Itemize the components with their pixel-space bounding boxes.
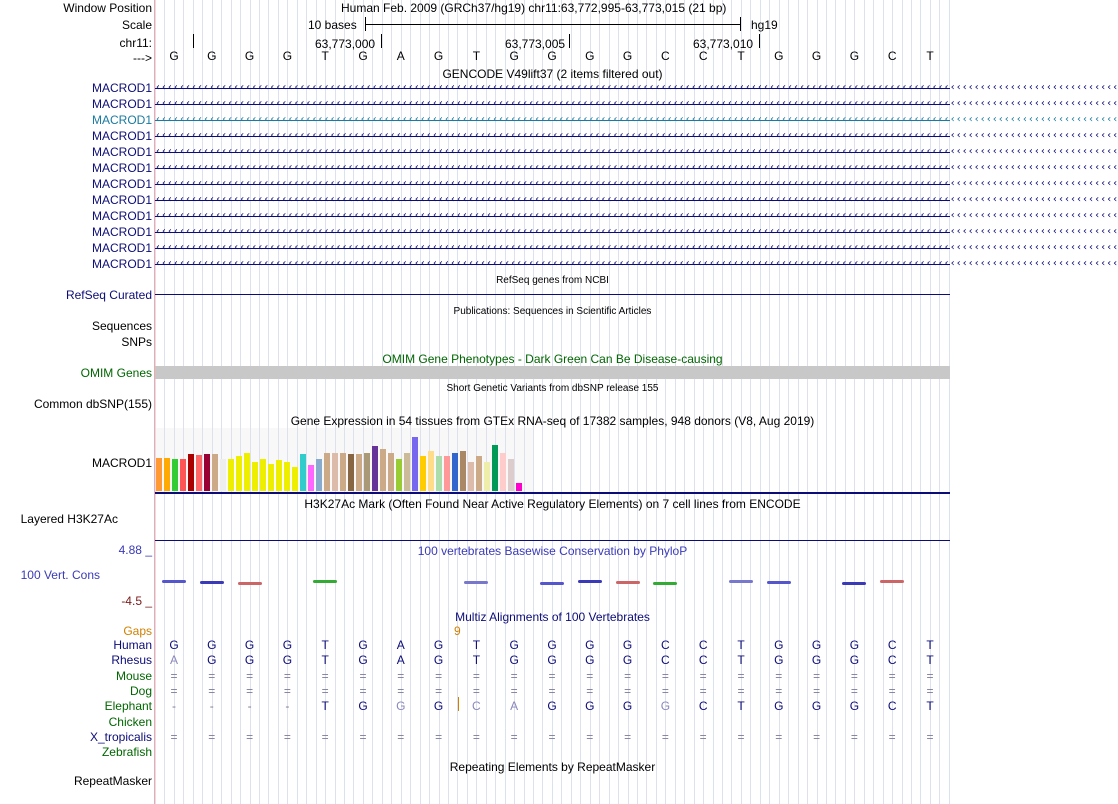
alignment-base: G <box>396 699 406 714</box>
omim-label[interactable]: OMIM Genes <box>80 366 152 380</box>
alignment-base: G <box>433 638 444 652</box>
alignment-base: T <box>737 699 745 714</box>
alignment-base: G <box>207 638 217 652</box>
gencode-gene-label[interactable]: MACROD1 <box>91 145 152 159</box>
coord-tick <box>759 34 760 48</box>
alignment-base: = <box>586 683 594 698</box>
scale-bar-right-tick <box>740 17 741 31</box>
gtex-tissue-bar[interactable] <box>292 467 298 491</box>
gtex-tissue-bar[interactable] <box>428 451 434 491</box>
gtex-tissue-bar[interactable] <box>180 459 186 491</box>
alignment-base: C <box>698 653 708 668</box>
alignment-base: - <box>209 699 214 714</box>
alignment-base: A <box>169 653 178 668</box>
alignment-base: = <box>397 729 405 744</box>
alignment-base: G <box>282 653 293 668</box>
alignment-base: G <box>585 653 595 668</box>
alignment-base: = <box>397 683 405 698</box>
alignment-base: = <box>586 729 594 744</box>
conservation-mark <box>540 582 564 585</box>
alignment-base: = <box>283 683 291 698</box>
gtex-tissue-bar[interactable] <box>332 453 338 491</box>
alignment-base: G <box>585 638 595 652</box>
alignment-base: = <box>510 729 518 744</box>
alignment-base: = <box>170 668 178 683</box>
conservation-mark <box>313 580 337 583</box>
alignment-base: - <box>247 699 252 714</box>
gtex-tissue-bar[interactable] <box>308 465 314 491</box>
snps-label[interactable]: SNPs <box>121 335 152 349</box>
gtex-tissue-bar[interactable] <box>516 483 522 491</box>
species-label[interactable]: Dog <box>129 683 152 698</box>
gtex-tissue-bar[interactable] <box>420 456 426 491</box>
coord-tick <box>569 34 570 48</box>
alignment-base: G <box>509 653 519 668</box>
conservation-mark <box>653 582 677 585</box>
sequence-base: G <box>358 49 368 63</box>
coord-label-3: 63,773,010 <box>693 37 754 51</box>
alignment-base: C <box>887 653 897 668</box>
assembly-label: hg19 <box>751 18 778 32</box>
alignment-base: G <box>774 653 784 668</box>
alignment-base: G <box>509 638 519 652</box>
alignment-base: C <box>887 699 897 714</box>
strand-arrows: ‹‹‹‹‹‹‹‹‹‹‹‹‹‹‹‹‹‹‹‹‹‹‹‹‹‹‹‹‹‹‹‹‹‹‹‹‹‹‹‹‹‹‹‹‹‹‹‹‹‹‹‹‹‹‹‹‹‹‹‹‹‹‹‹‹‹‹‹‹‹‹‹‹‹‹‹‹‹‹‹‹‹‹‹‹‹‹‹‹‹‹‹‹‹‹‹‹‹‹‹‹‹‹‹‹‹‹‹‹‹‹‹‹‹‹‹‹‹‹‹‹‹‹‹‹‹‹‹‹‹‹‹‹‹‹‹‹‹‹‹‹‹‹‹‹‹‹‹‹‹‹‹‹‹‹‹‹‹‹‹ <box>155 178 1118 189</box>
conservation-mark <box>578 580 602 583</box>
strand-label: ---> <box>133 51 152 65</box>
alignment-base: = <box>813 668 821 683</box>
sequences-label[interactable]: Sequences <box>91 319 152 333</box>
gtex-tissue-bar[interactable] <box>212 454 218 491</box>
gap-marker <box>458 697 459 711</box>
alignment-base: = <box>359 668 367 683</box>
alignment-base: = <box>208 683 216 698</box>
alignment-base: = <box>548 668 556 683</box>
scale-bar-left-tick <box>365 17 366 31</box>
gtex-tissue-bar[interactable] <box>300 454 306 491</box>
gtex-tissue-bar[interactable] <box>284 462 290 491</box>
gencode-gene-label[interactable]: MACROD1 <box>91 161 152 175</box>
alignment-base: = <box>737 668 745 683</box>
alignment-base: = <box>699 683 707 698</box>
alignment-base: = <box>510 668 518 683</box>
alignment-base: = <box>926 668 934 683</box>
alignment-base: T <box>472 653 481 668</box>
alignment-base: C <box>472 699 481 714</box>
alignment-base: G <box>849 699 860 714</box>
alignment-base: T <box>926 699 934 714</box>
sequence-base: C <box>698 49 708 63</box>
alignment-base: = <box>926 729 934 744</box>
gtex-tissue-bar[interactable] <box>508 459 514 491</box>
alignment-base: G <box>774 699 784 714</box>
sequence-base: G <box>509 49 519 63</box>
sequence-base: G <box>207 49 217 63</box>
strand-arrows: ‹‹‹‹‹‹‹‹‹‹‹‹‹‹‹‹‹‹‹‹‹‹‹‹‹‹‹‹‹‹‹‹‹‹‹‹‹‹‹‹‹‹‹‹‹‹‹‹‹‹‹‹‹‹‹‹‹‹‹‹‹‹‹‹‹‹‹‹‹‹‹‹‹‹‹‹‹‹‹‹‹‹‹‹‹‹‹‹‹‹‹‹‹‹‹‹‹‹‹‹‹‹‹‹‹‹‹‹‹‹‹‹‹‹‹‹‹‹‹‹‹‹‹‹‹‹‹‹‹‹‹‹‹‹‹‹‹‹‹‹‹‹‹‹‹‹‹‹‹‹‹‹‹‹‹‹‹‹‹‹ <box>155 242 1118 253</box>
conservation-mark <box>200 581 224 584</box>
scale-label: Scale <box>121 18 152 32</box>
sequence-base: G <box>547 49 557 63</box>
alignment-base: = <box>624 668 632 683</box>
conservation-mark <box>729 580 753 583</box>
alignment-base: = <box>850 668 858 683</box>
strand-arrows: ‹‹‹‹‹‹‹‹‹‹‹‹‹‹‹‹‹‹‹‹‹‹‹‹‹‹‹‹‹‹‹‹‹‹‹‹‹‹‹‹‹‹‹‹‹‹‹‹‹‹‹‹‹‹‹‹‹‹‹‹‹‹‹‹‹‹‹‹‹‹‹‹‹‹‹‹‹‹‹‹‹‹‹‹‹‹‹‹‹‹‹‹‹‹‹‹‹‹‹‹‹‹‹‹‹‹‹‹‹‹‹‹‹‹‹‹‹‹‹‹‹‹‹‹‹‹‹‹‹‹‹‹‹‹‹‹‹‹‹‹‹‹‹‹‹‹‹‹‹‹‹‹‹‹‹‹‹‹‹‹ <box>155 210 1118 221</box>
alignment-base: G <box>811 638 822 652</box>
alignment-base: G <box>547 699 557 714</box>
alignment-base: T <box>926 638 934 652</box>
gtex-tissue-bar[interactable] <box>348 454 354 491</box>
refseq-gene-line[interactable] <box>155 294 950 295</box>
alignment-base: = <box>208 729 216 744</box>
scale-bar <box>365 24 741 25</box>
gtex-tissue-bar[interactable] <box>316 459 322 491</box>
sequence-base: G <box>433 49 444 63</box>
strand-arrows: ‹‹‹‹‹‹‹‹‹‹‹‹‹‹‹‹‹‹‹‹‹‹‹‹‹‹‹‹‹‹‹‹‹‹‹‹‹‹‹‹‹‹‹‹‹‹‹‹‹‹‹‹‹‹‹‹‹‹‹‹‹‹‹‹‹‹‹‹‹‹‹‹‹‹‹‹‹‹‹‹‹‹‹‹‹‹‹‹‹‹‹‹‹‹‹‹‹‹‹‹‹‹‹‹‹‹‹‹‹‹‹‹‹‹‹‹‹‹‹‹‹‹‹‹‹‹‹‹‹‹‹‹‹‹‹‹‹‹‹‹‹‹‹‹‹‹‹‹‹‹‹‹‹‹‹‹‹‹‹‹ <box>155 194 1118 205</box>
alignment-base: = <box>813 729 821 744</box>
alignment-base: = <box>246 729 254 744</box>
dbsnp-label[interactable]: Common dbSNP(155) <box>33 397 152 411</box>
alignment-base: = <box>321 729 329 744</box>
alignment-base: = <box>926 683 934 698</box>
strand-arrows: ‹‹‹‹‹‹‹‹‹‹‹‹‹‹‹‹‹‹‹‹‹‹‹‹‹‹‹‹‹‹‹‹‹‹‹‹‹‹‹‹‹‹‹‹‹‹‹‹‹‹‹‹‹‹‹‹‹‹‹‹‹‹‹‹‹‹‹‹‹‹‹‹‹‹‹‹‹‹‹‹‹‹‹‹‹‹‹‹‹‹‹‹‹‹‹‹‹‹‹‹‹‹‹‹‹‹‹‹‹‹‹‹‹‹‹‹‹‹‹‹‹‹‹‹‹‹‹‹‹‹‹‹‹‹‹‹‹‹‹‹‹‹‹‹‹‹‹‹‹‹‹‹‹‹‹‹‹‹‹‹ <box>155 226 1118 237</box>
alignment-base: C <box>698 638 708 652</box>
alignment-base: = <box>661 683 669 698</box>
strand-arrows: ‹‹‹‹‹‹‹‹‹‹‹‹‹‹‹‹‹‹‹‹‹‹‹‹‹‹‹‹‹‹‹‹‹‹‹‹‹‹‹‹‹‹‹‹‹‹‹‹‹‹‹‹‹‹‹‹‹‹‹‹‹‹‹‹‹‹‹‹‹‹‹‹‹‹‹‹‹‹‹‹‹‹‹‹‹‹‹‹‹‹‹‹‹‹‹‹‹‹‹‹‹‹‹‹‹‹‹‹‹‹‹‹‹‹‹‹‹‹‹‹‹‹‹‹‹‹‹‹‹‹‹‹‹‹‹‹‹‹‹‹‹‹‹‹‹‹‹‹‹‹‹‹‹‹‹‹‹‹‹‹ <box>155 146 1118 157</box>
gtex-tissue-bar[interactable] <box>500 453 506 491</box>
dbsnp-track-title: Short Genetic Variants from dbSNP release 155 <box>446 383 659 394</box>
alignment-base: = <box>699 668 707 683</box>
conservation-mark <box>767 581 791 584</box>
alignment-base: G <box>169 638 179 652</box>
gtex-tissue-bar[interactable] <box>364 453 370 491</box>
omim-gene-bar[interactable] <box>155 366 950 379</box>
alignment-base: = <box>775 668 783 683</box>
alignment-base: = <box>699 729 707 744</box>
alignment-base: = <box>775 729 783 744</box>
alignment-base: G <box>358 699 368 714</box>
alignment-base: = <box>397 668 405 683</box>
sequence-base: T <box>321 49 329 63</box>
alignment-base: G <box>774 638 784 652</box>
gtex-tissue-bar[interactable] <box>340 453 346 491</box>
alignment-base: = <box>435 683 443 698</box>
alignment-base: G <box>433 699 444 714</box>
alignment-base: G <box>433 653 444 668</box>
alignment-base: C <box>661 638 670 652</box>
gencode-gene-label[interactable]: MACROD1 <box>91 97 152 111</box>
gtex-tissue-bar[interactable] <box>356 454 362 491</box>
species-label[interactable]: X_tropicalis <box>89 729 152 744</box>
sequence-base: T <box>737 49 745 63</box>
gencode-gene-label[interactable]: MACROD1 <box>91 241 152 255</box>
alignment-base: T <box>321 699 329 714</box>
gencode-gene-label[interactable]: MACROD1 <box>91 129 152 143</box>
alignment-base: G <box>660 699 671 714</box>
gtex-tissue-bar[interactable] <box>476 456 482 491</box>
sequence-base: T <box>472 49 481 63</box>
alignment-base: T <box>321 638 329 652</box>
sequence-base: C <box>661 49 670 63</box>
alignment-base: = <box>813 683 821 698</box>
gtex-baseline <box>155 492 950 494</box>
gtex-tissue-bar[interactable] <box>396 459 402 491</box>
gtex-tissue-bar[interactable] <box>372 446 378 491</box>
coord-label-1: 63,773,000 <box>315 37 376 51</box>
species-label[interactable]: Zebrafish <box>101 745 152 760</box>
omim-track-title: OMIM Gene Phenotypes - Dark Green Can Be Disease-causing <box>382 352 723 366</box>
alignment-base: = <box>283 668 291 683</box>
conservation-mark <box>880 580 904 583</box>
gtex-tissue-bar[interactable] <box>460 451 466 491</box>
gencode-gene-label[interactable]: MACROD1 <box>91 193 152 207</box>
gtex-tissue-bar[interactable] <box>388 453 394 491</box>
gtex-tissue-bar[interactable] <box>244 453 250 491</box>
gtex-tissue-bar[interactable] <box>444 456 450 491</box>
gtex-tissue-bar[interactable] <box>324 453 330 491</box>
alignment-base: = <box>510 683 518 698</box>
scale-text: 10 bases <box>308 18 357 32</box>
sequence-base: G <box>169 49 179 63</box>
publications-track-title: Publications: Sequences in Scientific Articles <box>453 306 652 317</box>
alignment-base: G <box>547 653 557 668</box>
alignment-base: = <box>321 683 329 698</box>
gtex-tissue-bar[interactable] <box>228 459 234 491</box>
alignment-base: A <box>510 699 519 714</box>
sequence-base: C <box>887 49 897 63</box>
gencode-gene-label[interactable]: MACROD1 <box>91 81 152 95</box>
window-position-label: Window Position <box>63 1 152 15</box>
strand-arrows: ‹‹‹‹‹‹‹‹‹‹‹‹‹‹‹‹‹‹‹‹‹‹‹‹‹‹‹‹‹‹‹‹‹‹‹‹‹‹‹‹‹‹‹‹‹‹‹‹‹‹‹‹‹‹‹‹‹‹‹‹‹‹‹‹‹‹‹‹‹‹‹‹‹‹‹‹‹‹‹‹‹‹‹‹‹‹‹‹‹‹‹‹‹‹‹‹‹‹‹‹‹‹‹‹‹‹‹‹‹‹‹‹‹‹‹‹‹‹‹‹‹‹‹‹‹‹‹‹‹‹‹‹‹‹‹‹‹‹‹‹‹‹‹‹‹‹‹‹‹‹‹‹‹‹‹‹‹‹‹‹ <box>155 82 1118 93</box>
conservation-mark <box>842 582 866 585</box>
alignment-base: = <box>548 729 556 744</box>
window-position-text: Human Feb. 2009 (GRCh37/hg19) chr11:63,772,995-63,773,015 (21 bp) <box>341 1 727 15</box>
gtex-tissue-bar[interactable] <box>404 453 410 491</box>
h3k27ac-label[interactable]: Layered H3K27Ac <box>20 512 118 526</box>
gtex-tissue-bar[interactable] <box>260 459 266 491</box>
gtex-tissue-bar[interactable] <box>172 459 178 491</box>
sequence-base: G <box>622 49 633 63</box>
alignment-base: G <box>207 653 217 668</box>
sequence-base: G <box>282 49 293 63</box>
gap-count: 9 <box>454 624 461 638</box>
sequence-base: G <box>244 49 255 63</box>
repeatmasker-track-title: Repeating Elements by RepeatMasker <box>449 760 656 774</box>
alignment-base: G <box>358 638 368 652</box>
alignment-base: G <box>622 699 633 714</box>
gtex-track-title: Gene Expression in 54 tissues from GTEx RNA-seq of 17382 samples, 948 donors (V8, Aug 2019) <box>290 414 815 428</box>
alignment-base: G <box>849 653 860 668</box>
alignment-base: = <box>472 668 480 683</box>
sequence-base: G <box>811 49 822 63</box>
coord-tick <box>381 34 382 48</box>
alignment-base: C <box>661 653 670 668</box>
alignment-base: T <box>737 653 745 668</box>
alignment-base: = <box>661 668 669 683</box>
gtex-tissue-bar[interactable] <box>164 458 170 491</box>
gtex-tissue-bar[interactable] <box>220 459 226 491</box>
gencode-track-title: GENCODE V49lift37 (2 items filtered out) <box>442 67 663 81</box>
sequence-base: A <box>396 49 405 63</box>
alignment-base: = <box>170 729 178 744</box>
track-image-area[interactable] <box>155 0 1118 804</box>
alignment-base: G <box>244 638 255 652</box>
strand-arrows: ‹‹‹‹‹‹‹‹‹‹‹‹‹‹‹‹‹‹‹‹‹‹‹‹‹‹‹‹‹‹‹‹‹‹‹‹‹‹‹‹‹‹‹‹‹‹‹‹‹‹‹‹‹‹‹‹‹‹‹‹‹‹‹‹‹‹‹‹‹‹‹‹‹‹‹‹‹‹‹‹‹‹‹‹‹‹‹‹‹‹‹‹‹‹‹‹‹‹‹‹‹‹‹‹‹‹‹‹‹‹‹‹‹‹‹‹‹‹‹‹‹‹‹‹‹‹‹‹‹‹‹‹‹‹‹‹‹‹‹‹‹‹‹‹‹‹‹‹‹‹‹‹‹‹‹‹‹‹‹‹ <box>155 98 1118 109</box>
cons-min-label: -4.5 _ <box>121 594 152 608</box>
cons-track-label[interactable]: 100 Vert. Cons <box>20 568 100 582</box>
alignment-base: = <box>661 729 669 744</box>
alignment-base: C <box>887 638 897 652</box>
alignment-base: = <box>472 683 480 698</box>
alignment-base: = <box>283 729 291 744</box>
alignment-base: = <box>359 729 367 744</box>
alignment-base: G <box>811 653 822 668</box>
refseq-track-title: RefSeq genes from NCBI <box>496 275 609 286</box>
sequence-base: G <box>585 49 595 63</box>
alignment-base: G <box>244 653 255 668</box>
alignment-base: G <box>547 638 557 652</box>
alignment-base: = <box>586 668 594 683</box>
alignment-base: = <box>359 683 367 698</box>
gtex-tissue-bar[interactable] <box>380 449 386 491</box>
alignment-base: G <box>358 653 368 668</box>
alignment-base: = <box>775 683 783 698</box>
gtex-tissue-bar[interactable] <box>492 445 498 491</box>
coord-tick <box>193 34 194 48</box>
gaps-label: Gaps <box>123 624 152 638</box>
alignment-base: = <box>246 668 254 683</box>
alignment-base: C <box>698 699 708 714</box>
alignment-base: G <box>622 638 633 652</box>
gtex-tissue-bar[interactable] <box>196 455 202 491</box>
alignment-base: = <box>208 668 216 683</box>
alignment-base: = <box>624 729 632 744</box>
species-label[interactable]: Elephant <box>104 699 152 714</box>
conservation-mark <box>238 582 262 585</box>
alignment-base: T <box>926 653 934 668</box>
alignment-base: G <box>585 699 595 714</box>
multiz-track-title: Multiz Alignments of 100 Vertebrates <box>455 610 650 624</box>
strand-arrows: ‹‹‹‹‹‹‹‹‹‹‹‹‹‹‹‹‹‹‹‹‹‹‹‹‹‹‹‹‹‹‹‹‹‹‹‹‹‹‹‹‹‹‹‹‹‹‹‹‹‹‹‹‹‹‹‹‹‹‹‹‹‹‹‹‹‹‹‹‹‹‹‹‹‹‹‹‹‹‹‹‹‹‹‹‹‹‹‹‹‹‹‹‹‹‹‹‹‹‹‹‹‹‹‹‹‹‹‹‹‹‹‹‹‹‹‹‹‹‹‹‹‹‹‹‹‹‹‹‹‹‹‹‹‹‹‹‹‹‹‹‹‹‹‹‹‹‹‹‹‹‹‹‹‹‹‹‹‹‹‹ <box>155 162 1118 173</box>
species-label[interactable]: Rhesus <box>111 653 152 668</box>
alignment-base: T <box>472 638 481 652</box>
alignment-base: = <box>737 683 745 698</box>
conservation-mark <box>162 580 186 583</box>
sequence-base: G <box>774 49 784 63</box>
species-label[interactable]: Human <box>113 638 152 652</box>
gtex-tissue-bar[interactable] <box>252 462 258 491</box>
alignment-base: T <box>737 638 745 652</box>
alignment-base: = <box>435 729 443 744</box>
conservation-mark <box>616 581 640 584</box>
species-label[interactable]: Mouse <box>115 668 152 683</box>
species-label[interactable]: Chicken <box>108 714 152 729</box>
alignment-base: G <box>622 653 633 668</box>
conservation-mark <box>464 581 488 584</box>
gtex-tissue-bar[interactable] <box>468 462 474 491</box>
alignment-base: = <box>624 683 632 698</box>
alignment-base: T <box>321 653 329 668</box>
gencode-gene-label[interactable]: MACROD1 <box>91 113 152 127</box>
alignment-base: - <box>285 699 290 714</box>
alignment-base: G <box>282 638 293 652</box>
alignment-base: = <box>246 683 254 698</box>
alignment-base: - <box>172 699 176 714</box>
strand-arrows: ‹‹‹‹‹‹‹‹‹‹‹‹‹‹‹‹‹‹‹‹‹‹‹‹‹‹‹‹‹‹‹‹‹‹‹‹‹‹‹‹‹‹‹‹‹‹‹‹‹‹‹‹‹‹‹‹‹‹‹‹‹‹‹‹‹‹‹‹‹‹‹‹‹‹‹‹‹‹‹‹‹‹‹‹‹‹‹‹‹‹‹‹‹‹‹‹‹‹‹‹‹‹‹‹‹‹‹‹‹‹‹‹‹‹‹‹‹‹‹‹‹‹‹‹‹‹‹‹‹‹‹‹‹‹‹‹‹‹‹‹‹‹‹‹‹‹‹‹‹‹‹‹‹‹‹‹‹‹‹‹ <box>155 258 1118 269</box>
alignment-base: = <box>737 729 745 744</box>
alignment-base: A <box>396 653 405 668</box>
sequence-base: G <box>849 49 860 63</box>
alignment-base: A <box>396 638 405 652</box>
alignment-base: = <box>321 668 329 683</box>
alignment-base: = <box>548 683 556 698</box>
gtex-tissue-bar[interactable] <box>236 456 242 491</box>
track-labels-column <box>0 0 155 804</box>
gtex-tissue-bar[interactable] <box>452 453 458 491</box>
gtex-tissue-bar[interactable] <box>412 437 418 491</box>
gtex-tissue-bar[interactable] <box>268 464 274 491</box>
alignment-base: = <box>170 683 178 698</box>
refseq-label[interactable]: RefSeq Curated <box>65 288 152 302</box>
alignment-base: = <box>888 683 896 698</box>
chromosome-label: chr11: <box>119 36 152 50</box>
h3k27ac-baseline <box>155 540 950 541</box>
gtex-tissue-bar[interactable] <box>156 458 162 491</box>
strand-arrows: ‹‹‹‹‹‹‹‹‹‹‹‹‹‹‹‹‹‹‹‹‹‹‹‹‹‹‹‹‹‹‹‹‹‹‹‹‹‹‹‹‹‹‹‹‹‹‹‹‹‹‹‹‹‹‹‹‹‹‹‹‹‹‹‹‹‹‹‹‹‹‹‹‹‹‹‹‹‹‹‹‹‹‹‹‹‹‹‹‹‹‹‹‹‹‹‹‹‹‹‹‹‹‹‹‹‹‹‹‹‹‹‹‹‹‹‹‹‹‹‹‹‹‹‹‹‹‹‹‹‹‹‹‹‹‹‹‹‹‹‹‹‹‹‹‹‹‹‹‹‹‹‹‹‹‹‹‹‹‹‹ <box>155 114 1118 125</box>
repeatmasker-label[interactable]: RepeatMasker <box>73 774 152 788</box>
alignment-base: G <box>811 699 822 714</box>
coord-label-2: 63,773,005 <box>505 37 566 51</box>
alignment-base: = <box>472 729 480 744</box>
strand-arrows: ‹‹‹‹‹‹‹‹‹‹‹‹‹‹‹‹‹‹‹‹‹‹‹‹‹‹‹‹‹‹‹‹‹‹‹‹‹‹‹‹‹‹‹‹‹‹‹‹‹‹‹‹‹‹‹‹‹‹‹‹‹‹‹‹‹‹‹‹‹‹‹‹‹‹‹‹‹‹‹‹‹‹‹‹‹‹‹‹‹‹‹‹‹‹‹‹‹‹‹‹‹‹‹‹‹‹‹‹‹‹‹‹‹‹‹‹‹‹‹‹‹‹‹‹‹‹‹‹‹‹‹‹‹‹‹‹‹‹‹‹‹‹‹‹‹‹‹‹‹‹‹‹‹‹‹‹‹‹‹‹ <box>155 130 1118 141</box>
alignment-base: G <box>849 638 860 652</box>
gtex-gene-label[interactable]: MACROD1 <box>91 456 152 470</box>
gencode-gene-label[interactable]: MACROD1 <box>91 209 152 223</box>
gencode-gene-label[interactable]: MACROD1 <box>91 225 152 239</box>
alignment-base: = <box>888 668 896 683</box>
alignment-base: = <box>888 729 896 744</box>
gtex-tissue-bar[interactable] <box>204 454 210 491</box>
h3k27ac-track-title: H3K27Ac Mark (Often Found Near Active Regulatory Elements) on 7 cell lines from ENCODE <box>304 497 801 511</box>
gtex-tissue-bar[interactable] <box>484 462 490 491</box>
alignment-base: = <box>435 668 443 683</box>
conservation-track-title: 100 vertebrates Basewise Conservation by PhyloP <box>417 544 688 558</box>
gencode-gene-label[interactable]: MACROD1 <box>91 177 152 191</box>
gencode-gene-label[interactable]: MACROD1 <box>91 257 152 271</box>
gtex-tissue-bar[interactable] <box>276 460 282 491</box>
gtex-tissue-bar[interactable] <box>436 456 442 491</box>
alignment-base: = <box>850 729 858 744</box>
gtex-tissue-bar[interactable] <box>188 454 194 491</box>
cons-max-label: 4.88 _ <box>118 543 152 557</box>
sequence-base: T <box>926 49 934 63</box>
alignment-base: = <box>850 683 858 698</box>
